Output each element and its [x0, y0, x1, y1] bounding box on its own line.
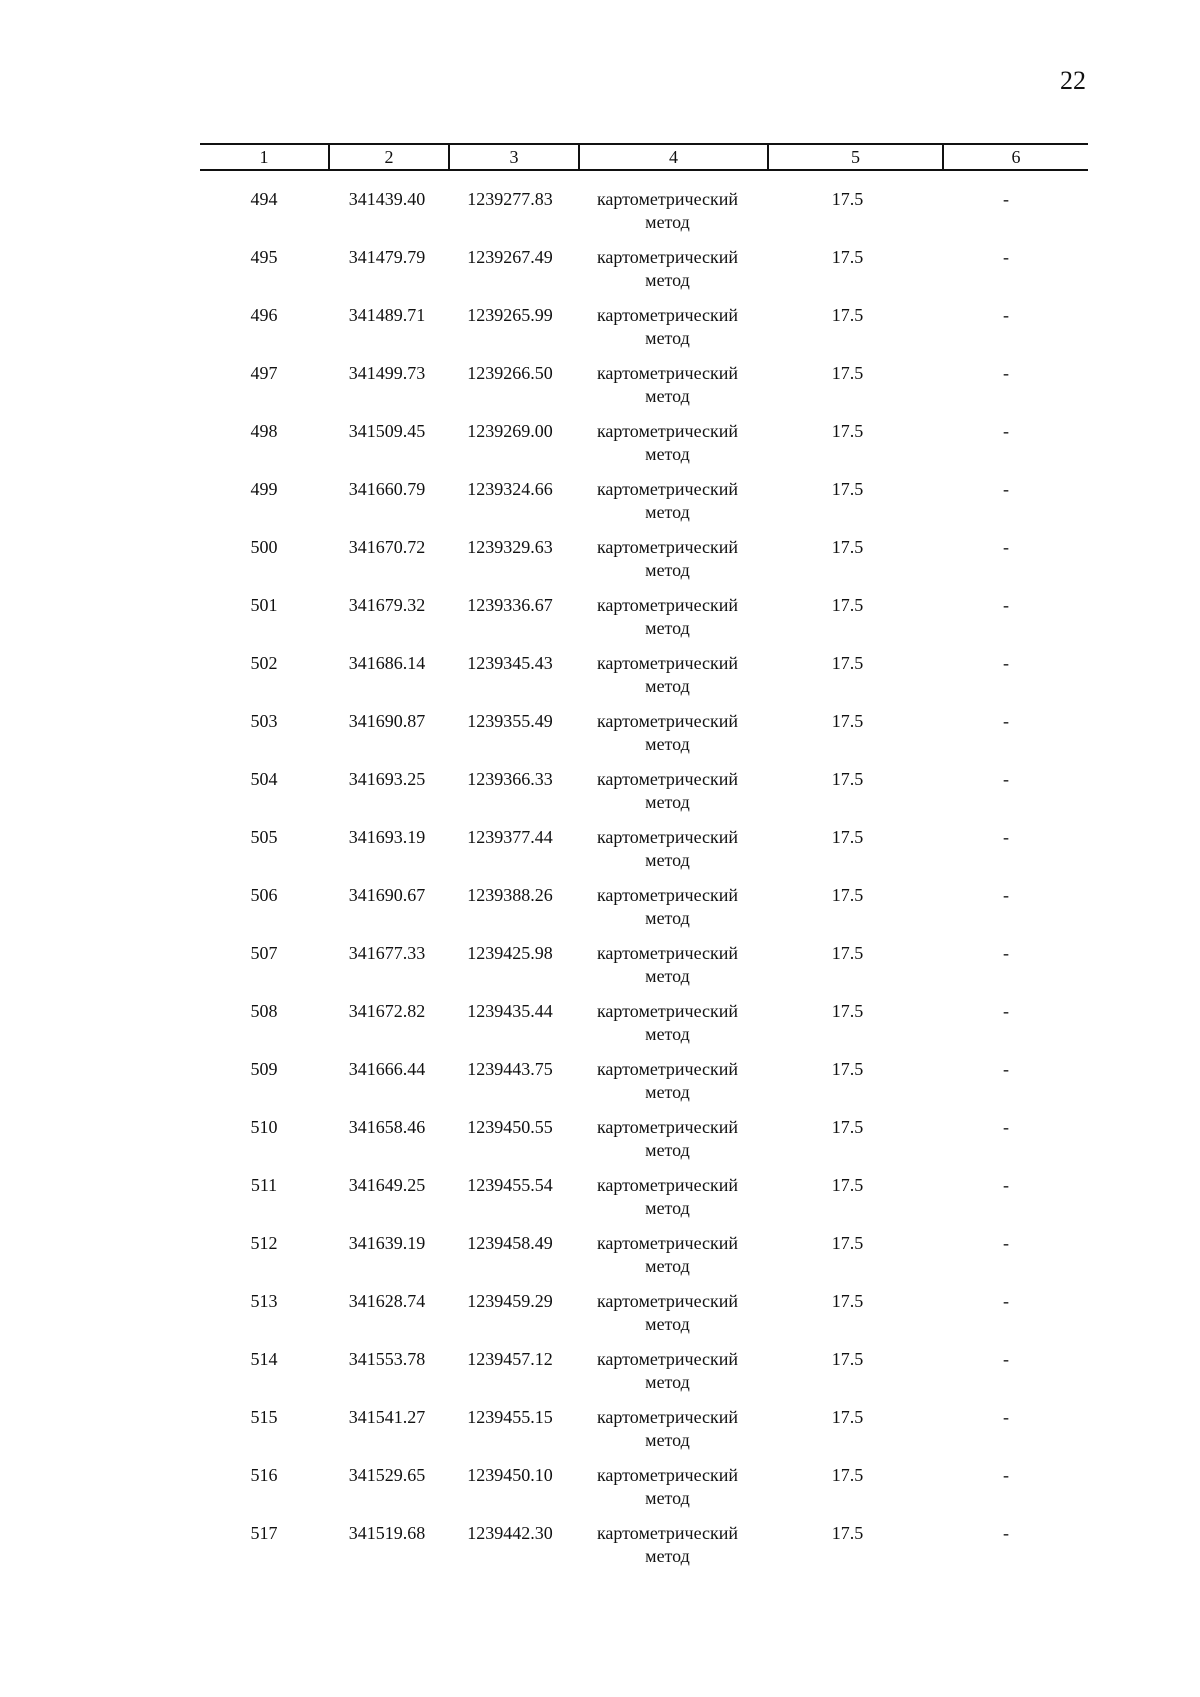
y-coordinate-cell: 1239265.99 — [467, 305, 553, 325]
note-cell: - — [1003, 537, 1009, 557]
accuracy-cell: 17.5 — [831, 1291, 864, 1311]
method-line: метод — [645, 1372, 690, 1392]
table-row — [200, 1000, 1078, 1058]
method-cell — [574, 1348, 761, 1406]
table-row — [200, 1406, 1078, 1464]
header-row — [200, 144, 1088, 170]
point-number-cell: 502 — [250, 653, 278, 673]
method-cell — [574, 478, 761, 536]
coordinates-table — [200, 188, 1078, 1580]
point-number-cell: 505 — [250, 827, 278, 847]
accuracy-cell: 17.5 — [831, 363, 864, 383]
method-line: метод — [645, 328, 690, 348]
note-cell: - — [1003, 1523, 1009, 1543]
method-line: метод — [645, 966, 690, 986]
point-number-cell: 514 — [250, 1349, 278, 1369]
method-cell — [574, 652, 761, 710]
method-line: метод — [645, 444, 690, 464]
x-coordinate-cell: 341666.44 — [348, 1059, 426, 1079]
method-line: метод — [645, 850, 690, 870]
table-row — [200, 536, 1078, 594]
x-coordinate-cell: 341639.19 — [348, 1233, 426, 1253]
method-cell — [574, 304, 761, 362]
table-row — [200, 478, 1078, 536]
accuracy-cell: 17.5 — [831, 1233, 864, 1253]
method-cell — [574, 188, 761, 246]
x-coordinate-cell: 341690.87 — [348, 711, 426, 731]
accuracy-cell: 17.5 — [831, 1407, 864, 1427]
method-line: метод — [645, 560, 690, 580]
point-number-cell: 497 — [250, 363, 278, 383]
method-line: картометрический — [596, 1291, 739, 1311]
method-line: картометрический — [596, 1523, 739, 1543]
y-coordinate-cell: 1239336.67 — [467, 595, 553, 615]
x-coordinate-cell: 341489.71 — [348, 305, 426, 325]
table-row — [200, 362, 1078, 420]
accuracy-cell: 17.5 — [831, 1349, 864, 1369]
table-row — [200, 1116, 1078, 1174]
note-cell: - — [1003, 305, 1009, 325]
method-line: картометрический — [596, 711, 739, 731]
method-line: картометрический — [596, 1175, 739, 1195]
method-line: картометрический — [596, 1001, 739, 1021]
method-line: картометрический — [596, 305, 739, 325]
method-cell — [574, 594, 761, 652]
header-cell-5: 5 — [768, 144, 943, 170]
accuracy-cell: 17.5 — [831, 479, 864, 499]
x-coordinate-cell: 341529.65 — [348, 1465, 426, 1485]
x-coordinate-cell: 341553.78 — [348, 1349, 426, 1369]
y-coordinate-cell: 1239266.50 — [467, 363, 553, 383]
method-line: метод — [645, 734, 690, 754]
note-cell: - — [1003, 1291, 1009, 1311]
point-number-cell: 507 — [250, 943, 278, 963]
table-row — [200, 1522, 1078, 1580]
x-coordinate-cell: 341686.14 — [348, 653, 426, 673]
method-cell — [574, 768, 761, 826]
note-cell: - — [1003, 1175, 1009, 1195]
x-coordinate-cell: 341679.32 — [348, 595, 426, 615]
table-row — [200, 942, 1078, 1000]
x-coordinate-cell: 341658.46 — [348, 1117, 426, 1137]
note-cell: - — [1003, 711, 1009, 731]
point-number-cell: 499 — [250, 479, 278, 499]
table-row — [200, 884, 1078, 942]
table-row — [200, 1290, 1078, 1348]
y-coordinate-cell: 1239450.55 — [467, 1117, 553, 1137]
method-line: метод — [645, 270, 690, 290]
method-line: метод — [645, 792, 690, 812]
accuracy-cell: 17.5 — [831, 1465, 864, 1485]
accuracy-cell: 17.5 — [831, 711, 864, 731]
table-row — [200, 594, 1078, 652]
method-line: картометрический — [596, 479, 739, 499]
method-line: картометрический — [596, 247, 739, 267]
point-number-cell: 512 — [250, 1233, 278, 1253]
method-line: метод — [645, 676, 690, 696]
y-coordinate-cell: 1239458.49 — [467, 1233, 553, 1253]
note-cell: - — [1003, 943, 1009, 963]
x-coordinate-cell: 341479.79 — [348, 247, 426, 267]
x-coordinate-cell: 341693.19 — [348, 827, 426, 847]
method-cell — [574, 1232, 761, 1290]
accuracy-cell: 17.5 — [831, 1117, 864, 1137]
x-coordinate-cell: 341677.33 — [348, 943, 426, 963]
note-cell: - — [1003, 1233, 1009, 1253]
method-line: метод — [645, 386, 690, 406]
method-line: метод — [645, 618, 690, 638]
table-row — [200, 652, 1078, 710]
method-line: картометрический — [596, 943, 739, 963]
method-line: метод — [645, 1198, 690, 1218]
y-coordinate-cell: 1239450.10 — [467, 1465, 553, 1485]
y-coordinate-cell: 1239345.43 — [467, 653, 553, 673]
method-cell — [574, 1464, 761, 1522]
accuracy-cell: 17.5 — [831, 653, 864, 673]
note-cell: - — [1003, 1465, 1009, 1485]
x-coordinate-cell: 341660.79 — [348, 479, 426, 499]
method-line: картометрический — [596, 537, 739, 557]
y-coordinate-cell: 1239377.44 — [467, 827, 553, 847]
point-number-cell: 504 — [250, 769, 278, 789]
accuracy-cell: 17.5 — [831, 1523, 864, 1543]
note-cell: - — [1003, 1059, 1009, 1079]
point-number-cell: 513 — [250, 1291, 278, 1311]
point-number-cell: 500 — [250, 537, 278, 557]
accuracy-cell: 17.5 — [831, 1059, 864, 1079]
table-row — [200, 1464, 1078, 1522]
accuracy-cell: 17.5 — [831, 769, 864, 789]
method-cell — [574, 1174, 761, 1232]
method-line: картометрический — [596, 1465, 739, 1485]
x-coordinate-cell: 341690.67 — [348, 885, 426, 905]
x-coordinate-cell: 341693.25 — [348, 769, 426, 789]
method-cell — [574, 362, 761, 420]
table-row — [200, 246, 1078, 304]
table-row — [200, 188, 1078, 246]
method-line: метод — [645, 212, 690, 232]
header-cell-2: 2 — [329, 144, 449, 170]
accuracy-cell: 17.5 — [831, 421, 864, 441]
point-number-cell: 515 — [250, 1407, 278, 1427]
accuracy-cell: 17.5 — [831, 827, 864, 847]
method-line: метод — [645, 502, 690, 522]
method-cell — [574, 1058, 761, 1116]
method-line: картометрический — [596, 1059, 739, 1079]
method-line: метод — [645, 1430, 690, 1450]
method-cell — [574, 420, 761, 478]
method-line: метод — [645, 1546, 690, 1566]
table-row — [200, 1348, 1078, 1406]
point-number-cell: 509 — [250, 1059, 278, 1079]
note-cell: - — [1003, 1349, 1009, 1369]
header-cell-4: 4 — [579, 144, 768, 170]
x-coordinate-cell: 341509.45 — [348, 421, 426, 441]
note-cell: - — [1003, 479, 1009, 499]
note-cell: - — [1003, 653, 1009, 673]
header-cell-1: 1 — [200, 144, 329, 170]
point-number-cell: 516 — [250, 1465, 278, 1485]
note-cell: - — [1003, 827, 1009, 847]
y-coordinate-cell: 1239324.66 — [467, 479, 553, 499]
point-number-cell: 494 — [250, 189, 278, 209]
table-row — [200, 1058, 1078, 1116]
method-line: картометрический — [596, 1233, 739, 1253]
page-number: 22 — [1060, 66, 1086, 95]
method-cell — [574, 884, 761, 942]
point-number-cell: 511 — [250, 1175, 278, 1195]
x-coordinate-cell: 341541.27 — [348, 1407, 426, 1427]
method-line: картометрический — [596, 827, 739, 847]
table-row — [200, 1232, 1078, 1290]
x-coordinate-cell: 341649.25 — [348, 1175, 426, 1195]
method-line: картометрический — [596, 595, 739, 615]
y-coordinate-cell: 1239388.26 — [467, 885, 553, 905]
accuracy-cell: 17.5 — [831, 189, 864, 209]
method-line: метод — [645, 1256, 690, 1276]
y-coordinate-cell: 1239366.33 — [467, 769, 553, 789]
method-cell — [574, 1522, 761, 1580]
method-line: метод — [645, 1082, 690, 1102]
table-header — [200, 143, 1088, 171]
table-row — [200, 826, 1078, 884]
x-coordinate-cell: 341628.74 — [348, 1291, 426, 1311]
method-line: картометрический — [596, 1407, 739, 1427]
table-row — [200, 768, 1078, 826]
method-line: картометрический — [596, 653, 739, 673]
method-cell — [574, 1000, 761, 1058]
y-coordinate-cell: 1239457.12 — [467, 1349, 553, 1369]
y-coordinate-cell: 1239267.49 — [467, 247, 553, 267]
note-cell: - — [1003, 1407, 1009, 1427]
point-number-cell: 496 — [250, 305, 278, 325]
header-cell-6: 6 — [943, 144, 1088, 170]
note-cell: - — [1003, 885, 1009, 905]
note-cell: - — [1003, 1117, 1009, 1137]
table-row — [200, 420, 1078, 478]
table-row — [200, 710, 1078, 768]
y-coordinate-cell: 1239443.75 — [467, 1059, 553, 1079]
y-coordinate-cell: 1239435.44 — [467, 1001, 553, 1021]
note-cell: - — [1003, 189, 1009, 209]
accuracy-cell: 17.5 — [831, 305, 864, 325]
method-line: картометрический — [596, 421, 739, 441]
point-number-cell: 517 — [250, 1523, 278, 1543]
method-cell — [574, 246, 761, 304]
method-line: метод — [645, 1024, 690, 1044]
point-number-cell: 498 — [250, 421, 278, 441]
y-coordinate-cell: 1239329.63 — [467, 537, 553, 557]
note-cell: - — [1003, 421, 1009, 441]
method-line: метод — [645, 1314, 690, 1334]
header-cell-3: 3 — [449, 144, 579, 170]
x-coordinate-cell: 341499.73 — [348, 363, 426, 383]
table-body — [200, 188, 1078, 1580]
note-cell: - — [1003, 1001, 1009, 1021]
method-line: картометрический — [596, 1117, 739, 1137]
point-number-cell: 510 — [250, 1117, 278, 1137]
x-coordinate-cell: 341672.82 — [348, 1001, 426, 1021]
x-coordinate-cell: 341519.68 — [348, 1523, 426, 1543]
x-coordinate-cell: 341439.40 — [348, 189, 426, 209]
method-cell — [574, 1406, 761, 1464]
method-cell — [574, 826, 761, 884]
method-cell — [574, 942, 761, 1000]
accuracy-cell: 17.5 — [831, 595, 864, 615]
method-line: метод — [645, 1140, 690, 1160]
point-number-cell: 508 — [250, 1001, 278, 1021]
accuracy-cell: 17.5 — [831, 1175, 864, 1195]
method-cell — [574, 536, 761, 594]
method-line: картометрический — [596, 1349, 739, 1369]
method-line: картометрический — [596, 189, 739, 209]
method-line: картометрический — [596, 363, 739, 383]
method-line: метод — [645, 908, 690, 928]
note-cell: - — [1003, 595, 1009, 615]
y-coordinate-cell: 1239442.30 — [467, 1523, 553, 1543]
method-cell — [574, 1116, 761, 1174]
point-number-cell: 503 — [250, 711, 278, 731]
method-cell — [574, 710, 761, 768]
method-cell — [574, 1290, 761, 1348]
y-coordinate-cell: 1239269.00 — [467, 421, 553, 441]
y-coordinate-cell: 1239455.15 — [467, 1407, 553, 1427]
method-line: картометрический — [596, 885, 739, 905]
note-cell: - — [1003, 769, 1009, 789]
accuracy-cell: 17.5 — [831, 537, 864, 557]
method-line: картометрический — [596, 769, 739, 789]
table-row — [200, 304, 1078, 362]
y-coordinate-cell: 1239277.83 — [467, 189, 553, 209]
y-coordinate-cell: 1239459.29 — [467, 1291, 553, 1311]
accuracy-cell: 17.5 — [831, 247, 864, 267]
y-coordinate-cell: 1239455.54 — [467, 1175, 553, 1195]
point-number-cell: 501 — [250, 595, 278, 615]
point-number-cell: 506 — [250, 885, 278, 905]
x-coordinate-cell: 341670.72 — [348, 537, 426, 557]
accuracy-cell: 17.5 — [831, 885, 864, 905]
table-row — [200, 1174, 1078, 1232]
point-number-cell: 495 — [250, 247, 278, 267]
note-cell: - — [1003, 363, 1009, 383]
accuracy-cell: 17.5 — [831, 1001, 864, 1021]
accuracy-cell: 17.5 — [831, 943, 864, 963]
note-cell: - — [1003, 247, 1009, 267]
y-coordinate-cell: 1239355.49 — [467, 711, 553, 731]
method-line: метод — [645, 1488, 690, 1508]
y-coordinate-cell: 1239425.98 — [467, 943, 553, 963]
